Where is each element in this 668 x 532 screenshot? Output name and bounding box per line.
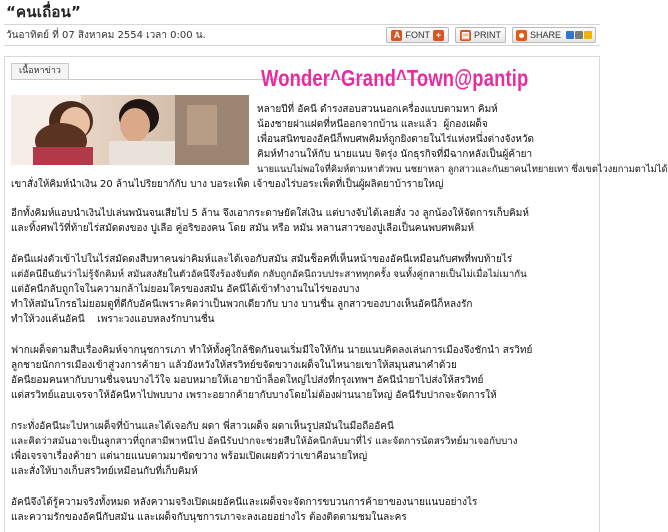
article-line: อัคนีจึงได้รู้ความจริงทั้งหมด หลังความจริงเปิดเผยอัคนีและเผด็จจะจัดการขบวนการค้ายาของนายแนบอย่างไร (11, 497, 478, 508)
article-line: คิมห์ทำงานให้กับ นายแนบ จิตรุ่ง นักธุรกิจที่มีฉากหลังเป็นผู้ค้ายา (257, 149, 533, 160)
bookmark-icon (584, 31, 592, 39)
article-line: นายแนบไม่พอใจที่คิมห์ตามหาตัวพบ นชยาหลา ลูกสาวและกันยาคนไทยายเทา ซึ่งเขตไวงยกามตาไม่ได้ (257, 164, 668, 175)
plus-icon: + (433, 30, 444, 41)
font-button-label: FONT (405, 30, 430, 40)
article-line: แต่สรวิทย์แอบเจรจาให้อัคนีหาไปพบบาง เพราะอยากค้ายากับบางโดยไม่ต้องผ่านนายใหญ่ อัคนีรับปากจะจัดการให้ (11, 390, 497, 401)
article-line: น้องชายฝาแฝดที่หนีออกจากบ้าน และแล้ว ผู้กองเผด็จ (257, 119, 488, 130)
article-line: และทิ้งศพไว้ที่ท้ายไร่สมัดดงของ ปูเลือ คู่อริของคน โดย สมัน หรือ หมัน หลานสาวของปูเลือเป็นคนพบศพคิมห์ (11, 223, 475, 234)
article-photo (11, 95, 249, 165)
page-title: “คนเถื่อน” (6, 3, 82, 21)
share-button-label: SHARE (529, 30, 561, 40)
article-line: ทำให้วงแค้นอัคนี เพราะวงแอบหลงรักบานชื่น (11, 314, 215, 325)
article-line: และความรักของอัคนีกับสมัน และเผด็จกับนุชการเภาจะลงเอยอย่างไร ต้องติดตามชมในละคร (11, 512, 407, 523)
digg-icon (575, 31, 583, 39)
article-tools (386, 27, 596, 43)
tab-news-content[interactable]: เนื้อหาข่าว (11, 63, 69, 79)
article-line: อัคนียอมคนหากับบานชื่นจนบางไว้ใจ มอบหมายให้เอายาบ้าล็อตใหญ่ไปส่งที่กรุงเทพฯ อัคนีนำยาไปส่งให้สรวิทย์ (11, 375, 484, 386)
article-line: อัคนีแฝงตัวเข้าไปในไร่สมัดดงสืบหาคนฆ่าคิมห์และได้เจอกับสมัน สมันช็อคที่เห็นหน้าของอัคนีเหมือนกับศพที่พบท้ายไร่ (11, 254, 513, 265)
article-line: อีกทั้งคิมห์แอบนำเงินไปเล่นพนันจนเสียไป 5 ล้าน จึงเอากระดาษยัดใส่เงิน แต่บางจับได้เลยสั่ง วง ลูกน้องให้จัดการเก็บคิมห์ (11, 208, 529, 219)
article-line: แต่อัคนียืนยันว่าไม่รู้จักคิมห์ สมันสงสัยในตัวอัคนีจึงร้องจับตัด กลับถูกอัคนีถวบประสาททุกครั้ง จนทั้งคู่กลายเป็นไม่เมื่อไม่เมากัน (11, 269, 527, 280)
share-button[interactable] (512, 27, 596, 43)
article-content (4, 56, 668, 532)
share-service-icons (566, 31, 592, 39)
publish-date: วันอาทิตย์ ที่ 07 สิงหาคม 2554 เวลา 0:00 น. (6, 30, 206, 41)
article-line: หลายปีที่ อัคนี ดำรงสอบสวนนอกเครื่องแบบตามหา คิมห์ (257, 104, 498, 115)
article-line: แต่อัคนีกลับถูกใจในความกล้าไม่ยอมใครของสมัน อัคนีได้เข้าทำงานในไร่ของบาง (11, 284, 360, 295)
article-line: เพื่อนสนิทของอัคนีก็พบศพคิมห์ถูกยิงตายในไร่แห่งหนึ่งต่างจังหวัด (257, 134, 535, 145)
watermark-text: Wonder^Grand^Town@pantip (261, 65, 529, 91)
share-icon (516, 30, 527, 41)
article-line: และคิดว่าสมันอาจเป็นลูกสาวที่ถูกสามีพาหนีไป อัคนีรับปากจะช่วยสืบให้อัคนีกลับมาที่ไร่ และจัดการนัดสรวิทย์มาเจอกับบาง (11, 436, 518, 447)
article-line: ฟากเผด็จตามสืบเรื่องคิมห์จากนุชการเภา ทำให้ทั้งคู่ใกล้ชิดกันจนเริ่มมีใจให้กัน นายแนบคิดลงเล่นการเมืองจึงชักนำ สรวิทย์ (11, 345, 533, 356)
article-line: และสั่งให้บางเก็บสรวิทย์เหมือนกับที่เก็บคิมห์ (11, 466, 198, 477)
article-line: เพื่อเจรจาเรื่องค้ายา แต่นายแนบตามมาขัดขวาง พร้อมเปิดเผยตัวว่าเขาคือนายใหญ่ (11, 451, 368, 462)
article-line: เขาสั่งให้คิมห์นำเงิน 20 ล้านไปริยยาก้กับ บาง บอระเพ็ด เจ้าของไร่บอระเพ็ดที่เป็นผู้ผลิตยาบ้ารายใหญ่ (11, 179, 444, 190)
article-line: ทำให้สมันโกรธไม่ยอมดูที่ดีกับอัคนีเพราะคิดว่าเป็นพวกเดียวกับ บาง บานชื่น ลูกสาวของบางเห็นอัคนีก็หลงรัก (11, 299, 473, 310)
delicious-icon (566, 31, 574, 39)
article-line: กระทั่งอัคนีนะไปหาเผด็จที่บ้านและได้เจอกับ ผดา พี่สาวเผด็จ ผดาเห็นรูปสมันในมือถืออัคนี (11, 421, 394, 432)
print-button-label: PRINT (473, 30, 501, 40)
photo-illustration (11, 95, 249, 165)
font-size-icon: A (391, 30, 402, 41)
article-line: ลูกชายนักการเมืองเข้าสู่วงการค้ายา แล้วยังหวังให้สรวิทย์ขจัดขวางเผด็จในไหนายเขาให้สมุนสนาคำด้วย (11, 360, 457, 371)
font-button[interactable] (386, 27, 449, 43)
print-button[interactable] (455, 27, 506, 43)
print-icon: ▤ (461, 29, 470, 40)
date-toolbar (4, 24, 600, 46)
